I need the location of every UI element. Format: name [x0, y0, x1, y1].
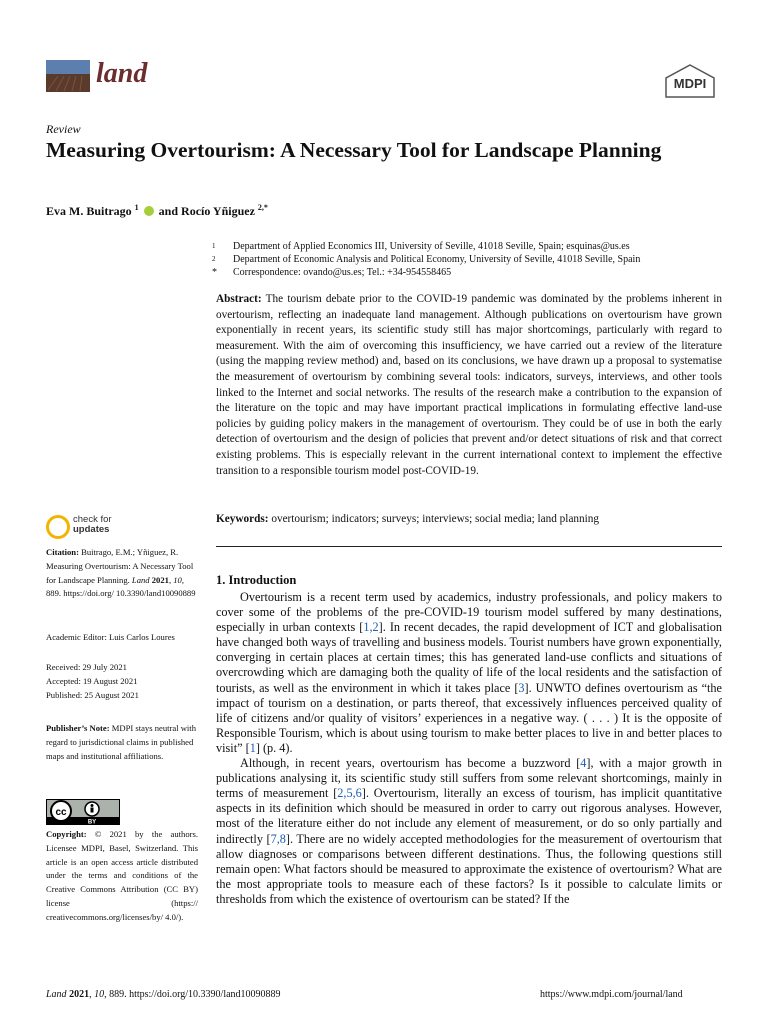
citation-link[interactable]: 3 — [518, 680, 525, 695]
abstract-label: Abstract: — [216, 293, 262, 305]
citation-link[interactable]: 1,2 — [363, 620, 379, 635]
footer-citation: Land 2021, 10, 889. https://doi.org/10.3390/land10090889 — [46, 989, 281, 1000]
journal-name: land — [96, 58, 148, 89]
citation-doi[interactable]: , 889. https://doi.org/ 10.3390/land10090889 — [46, 574, 196, 599]
keywords-text: overtourism; indicators; surveys; interviews; social media; land planning — [271, 513, 600, 525]
author-1-affiliation: 1 — [134, 203, 139, 212]
section-body — [216, 590, 722, 907]
paragraph: Overtourism is a recent term used by academics, industry professionals, and policy makers to cover some of the problems of the pre-COVID-19 tourism model suffered by many destinations, especially in urban contexts [1,2]. In recent decades, the rapid development of ICT and globalisation have changed both ways of travelling and business models. Tourist numbers have grown exponentially, converging in certain places at certain times; this has generated land-use conflicts and situations of overcrowding which are damaging both the quality of life of the local residents and the satisfaction of tourists, as well as the environment in which it takes place [3]. UNWTO defines overtourism as “the impact of tourism on a destination, or parts thereof, that excessively influences perceived quality of life of citizens and/or quality of visitors’ experiences in a negative way. ( . . . ) It is the opposite of Responsible Tourism, which is about using tourism to make better places to live in and better places to visit” [1] (p. 4). — [216, 590, 722, 755]
paragraph: Although, in recent years, overtourism has become a buzzword [4], with a major growth in publications analysing it, its scientific study still suffers from some relevant shortcomings, mainly in terms of measurement [2,5,6]. Overtourism, literally an excess of tourism, has implicit quantitative aspects in its definition which should be measured in order to carry out rigorous analyses. However, most of the literature either do not include any element of measurement, or do so only partially and indirectly [7,8]. There are no widely accepted methodologies for the measurement of overtourism that allow diagnoses or comparisons between different destinations. Thus, the following questions still remain open: What factors should be measured to approximate the existence of overtourism? What are the most appropriate tools to measure each of these factors? Is it possible to calculate limits or thresholds from which the existence of overtourism can be stated? If the — [216, 756, 722, 906]
keywords-label: Keywords: — [216, 513, 269, 525]
check-for-updates-icon[interactable] — [46, 515, 70, 539]
published-date: Published: 25 August 2021 — [46, 690, 139, 700]
accepted-date: Accepted: 19 August 2021 — [46, 676, 138, 686]
author-2[interactable]: Rocío Yñiguez — [181, 204, 255, 218]
author-2-affiliation: 2,* — [257, 203, 268, 212]
abstract — [216, 292, 722, 479]
article-type: Review — [46, 122, 81, 136]
publisher-label: MDPI — [673, 76, 707, 91]
section-divider — [216, 546, 722, 547]
author-1[interactable]: Eva M. Buitrago — [46, 204, 132, 218]
section-heading: 1. Introduction — [216, 573, 297, 587]
publisher-note: Publisher’s Note: MDPI stays neutral with regard to jurisdictional claims in published maps and institutional affiliations. — [46, 723, 196, 761]
citation: Citation: Buitrago, E.M.; Yñiguez, R. Measuring Overtourism: A Necessary Tool for Landscape Planning. Land 2021, 10, 889. https://doi.org/ 10.3390/land10090889 — [46, 547, 196, 599]
svg-text:cc: cc — [55, 807, 67, 818]
copyright: Copyright: © 2021 by the authors. Licensee MDPI, Basel, Switzerland. This article is an open access article distributed under the terms and conditions of the Creative Commons Attribution (CC BY) license (https:// creativecommons.org/licenses/by/ 4.0/). — [46, 829, 198, 922]
check-for-updates-button[interactable]: check for updates — [73, 514, 112, 535]
author-list — [46, 203, 268, 219]
svg-text:BY: BY — [87, 819, 97, 825]
academic-editor: Academic Editor: Luis Carlos Loures — [46, 632, 175, 642]
abstract-text: The tourism debate prior to the COVID-19 pandemic was dominated by the problems inherent in overtourism, reflecting an inadequate land management. Although publications on overtourism have grown exponentially in recent years, its scientific study still has major shortcomings, particularly with regard to measurement. With the aim of overcoming this insufficiency, we have carried out a review of the literature (using the mapping review method) and, based on its conclusions, we have drawn up a proposal to systematise the measurement of overtourism by combining several tools: indicators, surveys, interviews, and other tools linked to the Internet and social networks. The results of the research make a contribution to the expansion of the literature on the topic and may have important practical implications in formulating effective land-use policies by guiding policy makers in the management of overtourism. They could be of use in both the early detection of overtourism and the design of policies that prevent and/or detect situations of risk and that correct existing problems. This is especially relevant in the current international context to implement the effective transition to a responsible tourism model post-COVID-19. — [216, 293, 722, 477]
citation-link[interactable]: 1 — [249, 740, 256, 755]
author-connector: and — [158, 204, 179, 218]
land-journal-logo — [46, 60, 90, 92]
footer-doi[interactable]: , 889. https://doi.org/10.3390/land10090889 — [104, 989, 281, 1000]
citation-link[interactable]: 4 — [580, 756, 587, 771]
received-date: Received: 29 July 2021 — [46, 662, 127, 672]
mdpi-logo — [662, 64, 718, 98]
citation-link[interactable]: 2,5,6 — [337, 786, 362, 801]
keywords — [216, 513, 722, 525]
article-title: Measuring Overtourism: A Necessary Tool for Landscape Planning — [46, 138, 662, 162]
orcid-icon[interactable] — [144, 206, 154, 216]
citation-link[interactable]: 7,8 — [270, 831, 286, 846]
cc-by-license-icon[interactable] — [46, 799, 120, 825]
footer-journal-url[interactable]: https://www.mdpi.com/journal/land — [540, 989, 683, 1000]
